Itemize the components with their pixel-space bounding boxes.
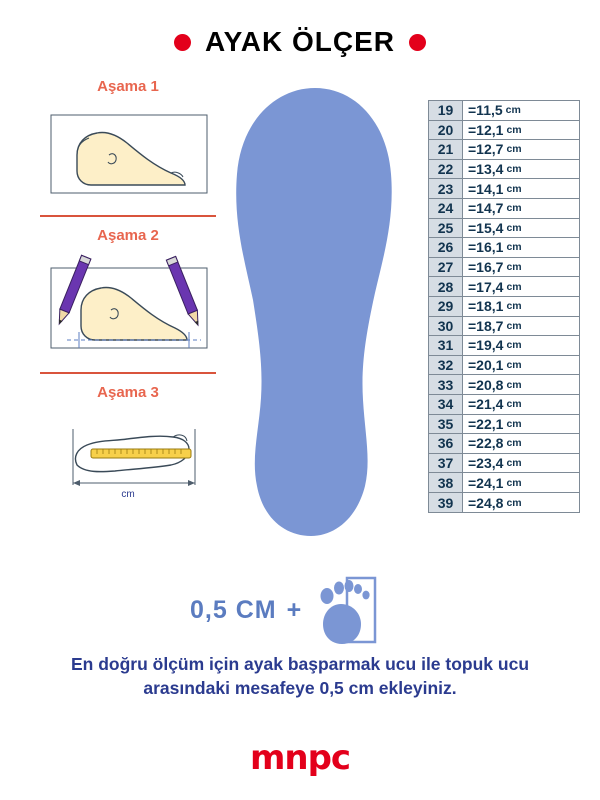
length-cell — [463, 160, 579, 179]
steps-column — [28, 78, 228, 501]
length-unit: cm — [506, 221, 522, 234]
length-cell — [463, 219, 579, 238]
length-unit: cm — [506, 319, 522, 332]
step-2-label: Aşama 2 — [97, 227, 159, 244]
size-cell: 37 — [429, 454, 463, 473]
length-cell — [463, 101, 579, 120]
length-value: =19,4 — [468, 337, 504, 354]
instruction-text: En doğru ölçüm için ayak başparmak ucu ile topuk ucu arasındaki mesafeye 0,5 cm ekleyiniz. — [70, 654, 530, 698]
length-cell — [463, 356, 579, 375]
length-unit: cm — [506, 359, 522, 372]
step-3-illustration — [28, 405, 228, 501]
step-1-divider — [40, 215, 216, 217]
size-cell: 36 — [429, 434, 463, 453]
table-row — [429, 199, 579, 219]
size-cell: 32 — [429, 356, 463, 375]
table-row — [429, 219, 579, 239]
length-unit: cm — [506, 496, 522, 509]
length-unit: cm — [506, 280, 522, 293]
step-1 — [28, 78, 228, 217]
page-title — [0, 26, 600, 58]
length-value: =17,4 — [468, 278, 504, 295]
red-dot-right-icon — [409, 34, 426, 51]
length-unit: cm — [506, 261, 522, 274]
size-cell: 26 — [429, 238, 463, 257]
length-cell — [463, 121, 579, 140]
table-row — [429, 277, 579, 297]
table-row — [429, 375, 579, 395]
length-cell — [463, 434, 579, 453]
size-cell: 33 — [429, 375, 463, 394]
table-row — [429, 160, 579, 180]
insole-shape-icon — [215, 82, 415, 542]
length-cell — [463, 277, 579, 296]
size-cell: 39 — [429, 493, 463, 513]
table-row — [429, 493, 579, 513]
length-value: =18,7 — [468, 317, 504, 334]
length-unit: cm — [506, 378, 522, 391]
length-unit: cm — [506, 437, 522, 450]
size-cell: 27 — [429, 258, 463, 277]
length-unit: cm — [506, 339, 522, 352]
table-row — [429, 317, 579, 337]
length-value: =15,4 — [468, 219, 504, 236]
length-value: =24,1 — [468, 474, 504, 491]
table-row — [429, 101, 579, 121]
length-unit: cm — [506, 456, 522, 469]
length-unit: cm — [506, 182, 522, 195]
plus-sign: + — [286, 595, 302, 624]
table-row — [429, 140, 579, 160]
step-2-divider — [40, 372, 216, 374]
footprint-icon — [311, 570, 381, 650]
length-cell — [463, 473, 579, 492]
length-value: =20,8 — [468, 376, 504, 393]
length-unit: cm — [506, 123, 522, 136]
foot-with-pencils-icon — [33, 248, 223, 366]
size-conversion-table — [428, 100, 580, 513]
table-row — [429, 179, 579, 199]
length-cell — [463, 317, 579, 336]
length-unit: cm — [506, 143, 522, 156]
length-value: =24,8 — [468, 494, 504, 511]
length-cell — [463, 493, 579, 513]
size-cell: 38 — [429, 473, 463, 492]
length-value: =16,7 — [468, 259, 504, 276]
length-value: =14,7 — [468, 200, 504, 217]
length-value: =12,7 — [468, 141, 504, 158]
brand-logo: mnpc — [249, 738, 351, 778]
size-cell: 30 — [429, 317, 463, 336]
length-value: =16,1 — [468, 239, 504, 256]
table-row — [429, 336, 579, 356]
table-row — [429, 395, 579, 415]
size-cell: 29 — [429, 297, 463, 316]
length-value: =22,1 — [468, 415, 504, 432]
table-row — [429, 356, 579, 376]
length-value: =23,4 — [468, 454, 504, 471]
size-cell: 34 — [429, 395, 463, 414]
length-value: =14,1 — [468, 180, 504, 197]
length-cell — [463, 454, 579, 473]
table-row — [429, 238, 579, 258]
table-row — [429, 473, 579, 493]
length-value: =18,1 — [468, 298, 504, 315]
length-unit: cm — [506, 163, 522, 176]
length-cell — [463, 140, 579, 159]
size-cell: 31 — [429, 336, 463, 355]
size-cell: 28 — [429, 277, 463, 296]
foot-on-paper-icon — [33, 99, 223, 209]
step-2-illustration — [28, 248, 228, 366]
length-cell — [463, 297, 579, 316]
length-unit: cm — [505, 104, 521, 117]
length-unit: cm — [506, 300, 522, 313]
length-cell — [463, 199, 579, 218]
length-value: =12,1 — [468, 121, 504, 138]
size-cell: 22 — [429, 160, 463, 179]
step-1-label: Aşama 1 — [97, 78, 159, 95]
length-cell — [463, 336, 579, 355]
size-cell: 24 — [429, 199, 463, 218]
length-cell — [463, 375, 579, 394]
length-value: =20,1 — [468, 357, 504, 374]
page-title-text: AYAK ÖLÇER — [205, 26, 395, 57]
length-cell — [463, 415, 579, 434]
length-value: =22,8 — [468, 435, 504, 452]
length-cell — [463, 258, 579, 277]
length-value: =11,5 — [468, 102, 503, 119]
step-2 — [28, 227, 228, 374]
length-unit: cm — [506, 476, 522, 489]
size-cell: 21 — [429, 140, 463, 159]
red-dot-left-icon — [174, 34, 191, 51]
table-row — [429, 454, 579, 474]
foot-outline-ruler-icon — [33, 405, 223, 501]
step-3-label: Aşama 3 — [97, 384, 159, 401]
length-cell — [463, 238, 579, 257]
step-3-caption: cm — [121, 489, 135, 500]
size-cell: 20 — [429, 121, 463, 140]
size-cell: 25 — [429, 219, 463, 238]
length-cell — [463, 179, 579, 198]
half-cm-amount: 0,5 CM — [190, 595, 277, 624]
table-row — [429, 434, 579, 454]
size-cell: 35 — [429, 415, 463, 434]
table-row — [429, 121, 579, 141]
length-unit: cm — [506, 202, 522, 215]
table-row — [429, 258, 579, 278]
insole-illustration — [215, 82, 415, 547]
length-unit: cm — [506, 417, 522, 430]
size-cell: 23 — [429, 179, 463, 198]
half-cm-note — [190, 570, 381, 650]
length-cell — [463, 395, 579, 414]
step-3 — [28, 384, 228, 501]
table-row — [429, 297, 579, 317]
size-cell: 19 — [429, 101, 463, 120]
length-value: =13,4 — [468, 161, 504, 178]
length-unit: cm — [506, 241, 522, 254]
length-unit: cm — [506, 398, 522, 411]
step-1-illustration — [28, 99, 228, 209]
table-row — [429, 415, 579, 435]
length-value: =21,4 — [468, 396, 504, 413]
